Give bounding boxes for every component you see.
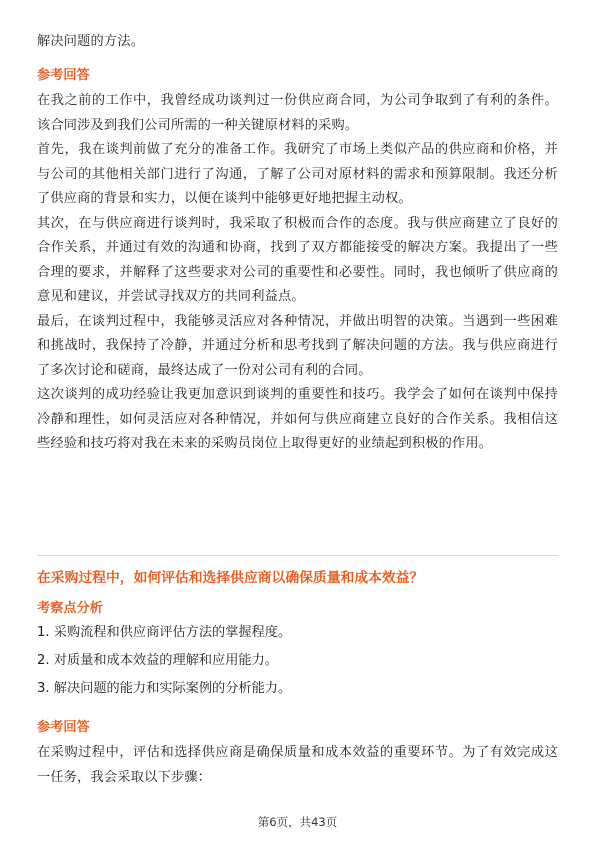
analysis-heading: 考察点分析 xyxy=(37,601,103,616)
answer2-paragraph: 在采购过程中，评估和选择供应商是确保质量和成本效益的重要环节。为了有效完成这一任务，我会采取以下步骤： xyxy=(37,745,558,785)
answer-paragraph-5: 这次谈判的成功经验让我更加意识到谈判的重要性和技巧。我学会了如何在谈判中保持冷静和理性，如何灵活应对各种情况，并如何与供应商建立良好的合作关系。我相信这些经验和技巧将对我在未来的采购员岗位上取得更好的业绩起到积极的作用。 xyxy=(37,387,558,451)
analysis-list xyxy=(37,623,291,699)
answer-paragraph-4: 最后，在谈判过程中，我能够灵活应对各种情况，并做出明智的决策。当遇到一些困难和挑战时，我保持了冷静，并通过分析和思考找到了解决问题的方法。我与供应商进行了多次讨论和磋商，最终达成了一份对公司有利的合同。 xyxy=(37,313,558,378)
answer2-heading: 参考回答 xyxy=(37,720,90,735)
answer-paragraph-3: 其次，在与供应商进行谈判时，我采取了积极而合作的态度。我与供应商建立了良好的合作关系，并通过有效的沟通和协商，找到了双方都能接受的解决方案。我提出了一些合理的要求，并解释了这些要求对公司的重要性和必要性。同时，我也倾听了供应商的意见和建议，并尝试寻找双方的共同利益点。 xyxy=(37,215,558,304)
answer-paragraph-2: 首先，我在谈判前做了充分的准备工作。我研究了市场上类似产品的供应商和价格，并与公司的其他相关部门进行了沟通，了解了公司对原材料的需求和预算限制。我还分析了供应商的背景和实力，以便在谈判中能够更好地把握主动权。 xyxy=(37,142,558,206)
intro-tail-text: 解决问题的方法。 xyxy=(37,34,145,49)
analysis-point-2: 2. 对质量和成本效益的理解和应用能力。 xyxy=(37,653,278,668)
answer-paragraph-1: 在我之前的工作中，我曾经成功谈判过一份供应商合同，为公司争取到了有利的条件。该合同涉及到我们公司所需的一种关键原材料的采购。 xyxy=(37,93,558,133)
answer-heading: 参考回答 xyxy=(37,68,90,83)
question-title: 在采购过程中，如何评估和选择供应商以确保质量和成本效益？ xyxy=(37,570,424,586)
answer-body xyxy=(37,89,558,457)
analysis-point-1: 1. 采购流程和供应商评估方法的掌握程度。 xyxy=(37,625,292,640)
page-number: 第6页，共43页 xyxy=(257,815,338,829)
analysis-point-3: 3. 解决问题的能力和实际案例的分析能力。 xyxy=(37,681,292,696)
section-divider xyxy=(37,555,558,556)
